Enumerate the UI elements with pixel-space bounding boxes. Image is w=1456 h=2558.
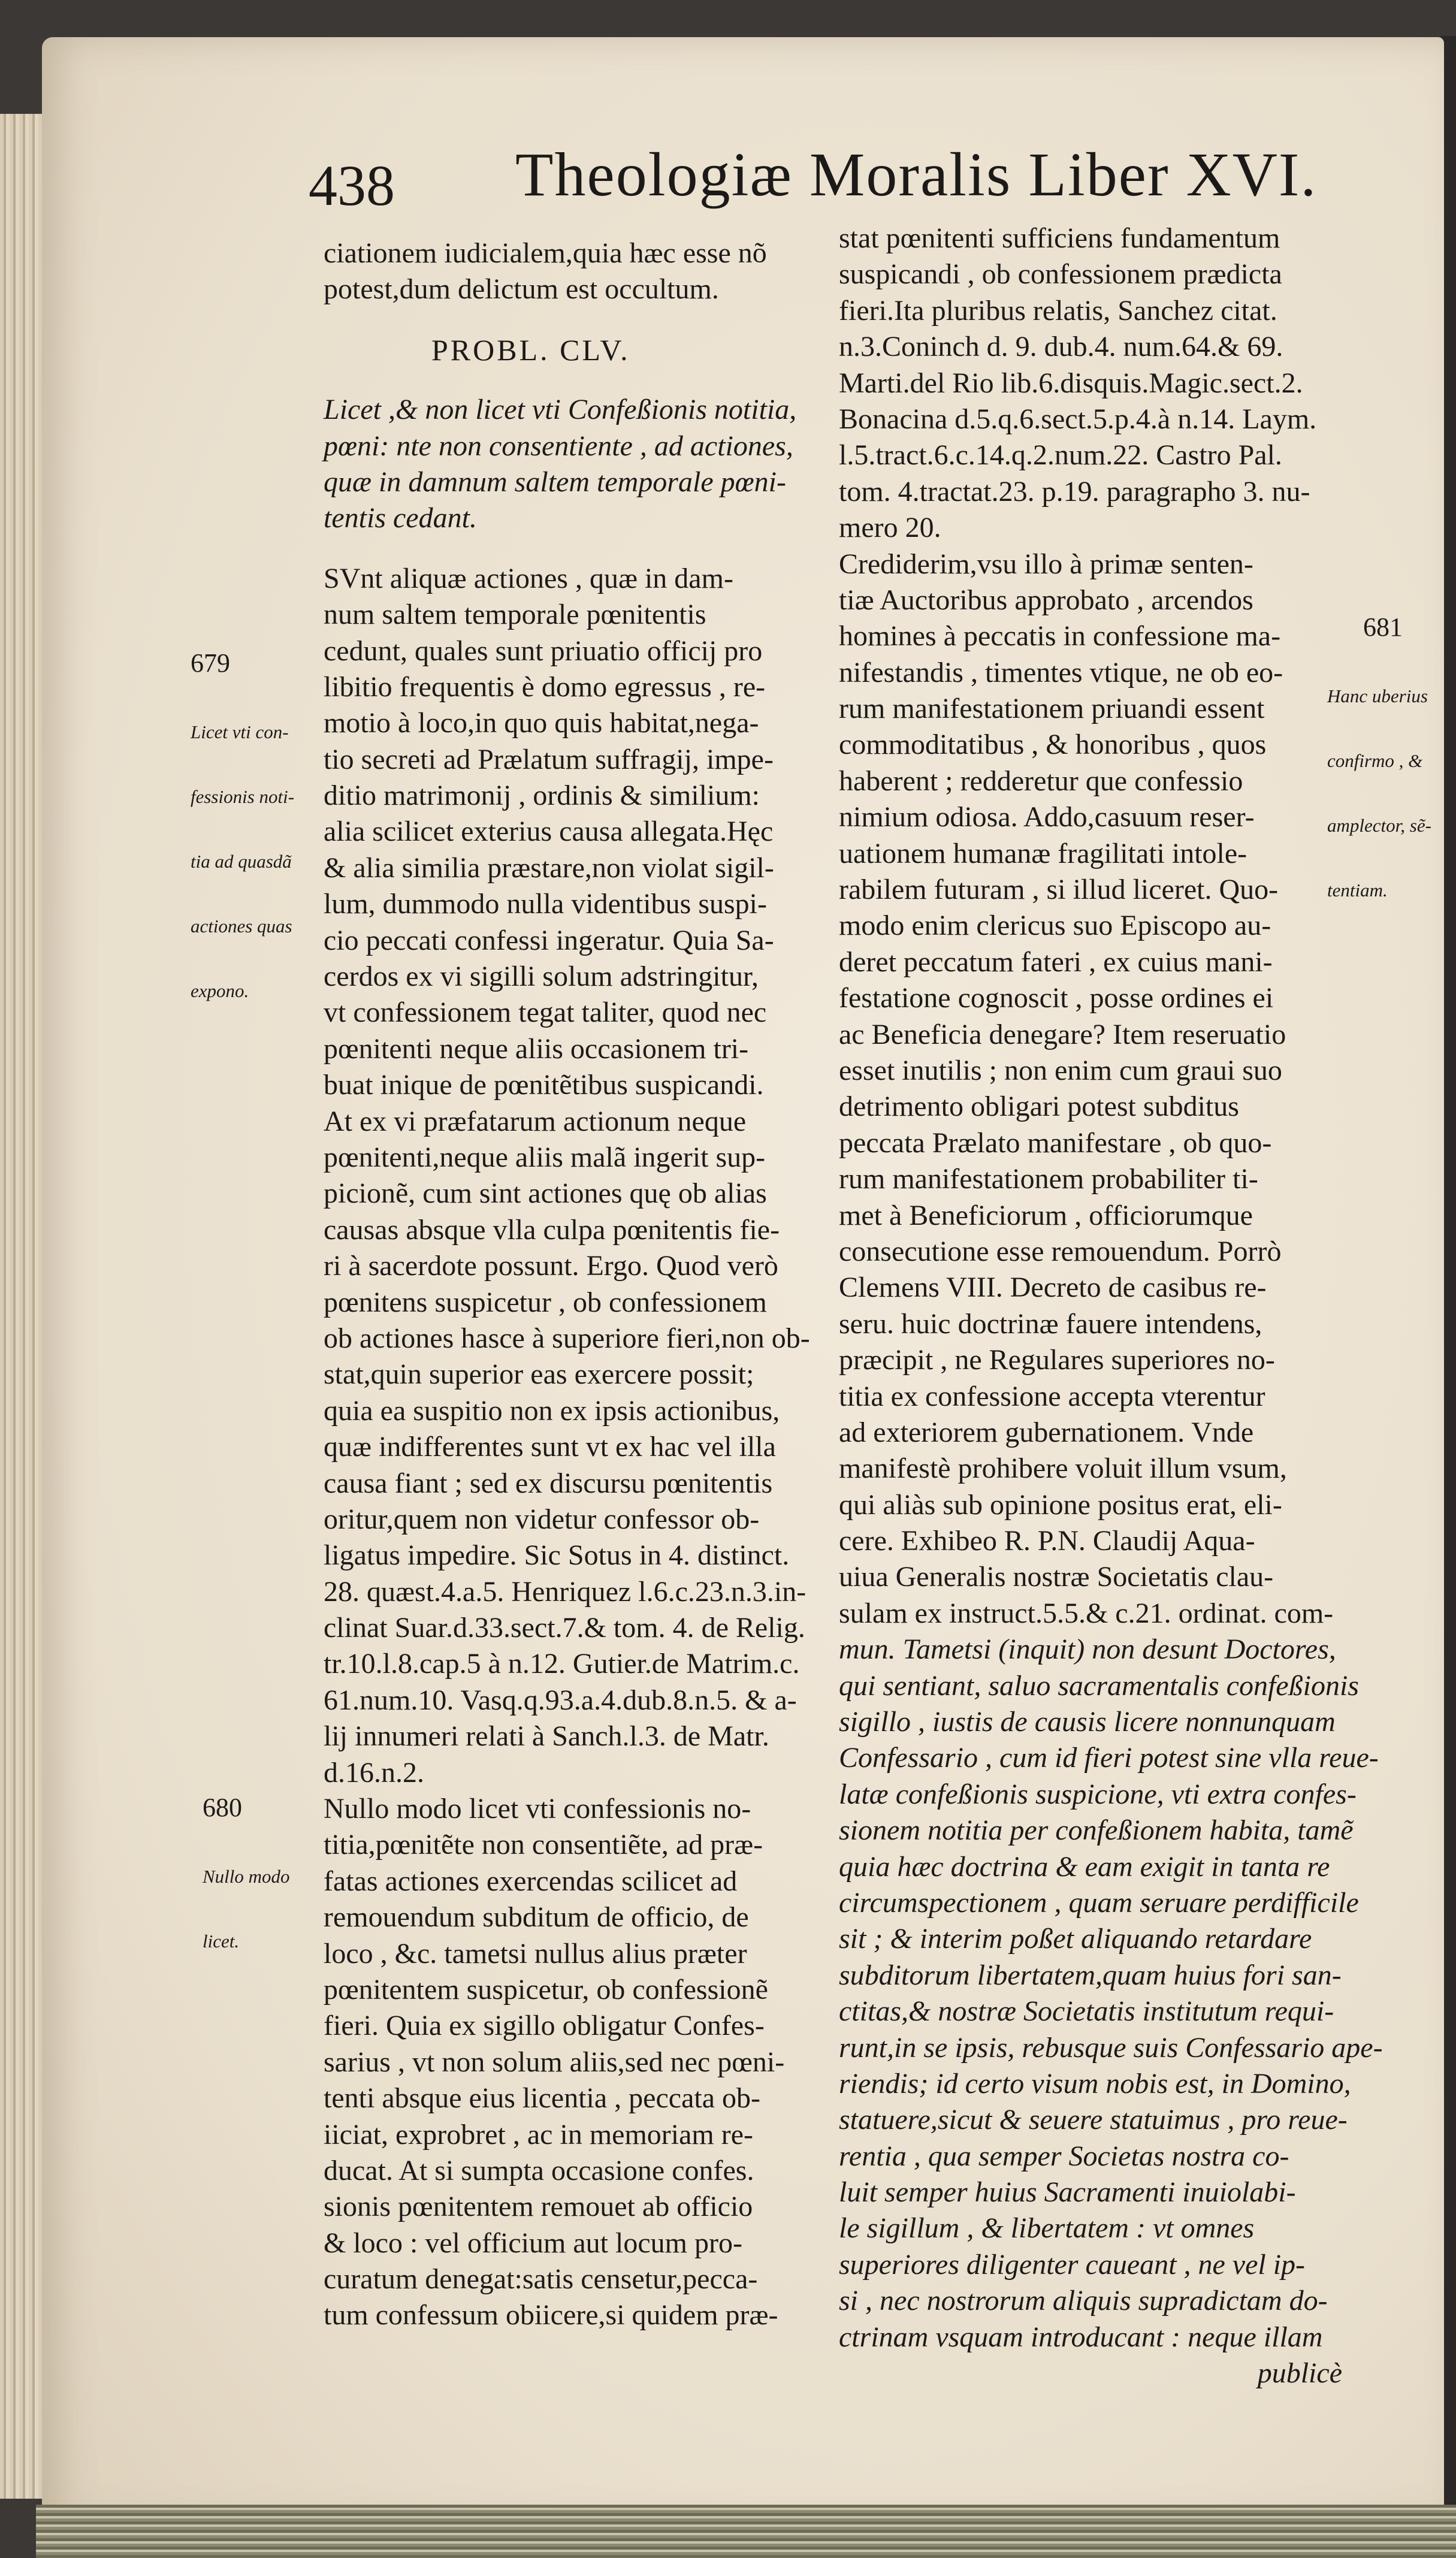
text-line: tio secreti ad Prælatum suffragij, impe-	[324, 743, 774, 775]
text-line: Bonacina d.5.q.6.sect.5.p.4.à n.14. Laym.	[839, 403, 1317, 435]
text-line: fatas actiones exercendas scilicet ad	[324, 1865, 738, 1897]
text-line: deret peccatum fateri , ex cuius mani-	[839, 946, 1273, 978]
text-line: picionẽ, cum sint actiones quę ob alias	[324, 1177, 767, 1210]
text-line: publicè	[1257, 2357, 1342, 2390]
text-line: uiua Generalis nostræ Societatis clau-	[839, 1561, 1274, 1593]
text-line: pœnitenti neque aliis occasionem tri-	[324, 1032, 749, 1065]
margin-note-text: actiones quas	[191, 916, 292, 937]
margin-note-number: 680	[203, 1793, 242, 1822]
text-line: num saltem temporale pœnitentis	[324, 599, 706, 631]
text-line: detrimento obligari potest subditus	[839, 1091, 1239, 1123]
text-line: tenti absque eius licentia , peccata ob-	[324, 2082, 761, 2115]
text-line: nifestandis , timentes vtique, ne ob eo-	[839, 656, 1283, 688]
text-line: l.5.tract.6.c.14.q.2.num.22. Castro Pal.	[839, 439, 1282, 472]
text-line: Confessario , cum id fieri potest sine vlla reue-	[839, 1742, 1379, 1774]
text-line: uationem humanæ fragilitati intole-	[839, 837, 1247, 869]
text-line: superiores diligenter caueant , ne vel ip-	[839, 2248, 1306, 2281]
text-line: modo enim clericus suo Episcopo au-	[839, 910, 1271, 942]
left-column	[324, 235, 815, 2334]
text-line: commoditatibus , & honoribus , quos	[839, 729, 1267, 761]
text-line: nimium odiosa. Addo,casuum reser-	[839, 801, 1255, 833]
text-line: cio peccati confessi ingeratur. Quia Sa-	[324, 924, 774, 956]
text-line: At ex vi præfatarum actionum neque	[324, 1105, 747, 1137]
text-line: ditio matrimonij , ordinis & similium:	[324, 780, 760, 812]
text-line: met à Beneficiorum , officiorumque	[839, 1199, 1253, 1231]
text-line: libitio frequentis è domo egressus , re-	[324, 671, 766, 703]
margin-note-text: licet.	[203, 1931, 240, 1952]
text-line: stat pœnitenti sufficiens fundamentum	[839, 222, 1280, 254]
text-line: remouendum subditum de officio, de	[324, 1901, 749, 1934]
text-line: Nullo modo licet vti confessionis no-	[324, 1793, 751, 1825]
margin-note-text: tentiam.	[1327, 880, 1388, 901]
text-line: ri à sacerdote possunt. Ergo. Quod verò	[324, 1250, 778, 1282]
problem-statement-line: quæ in damnum saltem temporale pœni-	[324, 466, 786, 498]
text-line: subditorum libertatem,quam huius fori san-	[839, 1959, 1342, 1991]
margin-note-text: Nullo modo	[203, 1866, 290, 1887]
text-line: le sigillum , & libertatem : vt omnes	[839, 2212, 1255, 2245]
margin-note-number: 681	[1363, 612, 1403, 642]
text-line: ctitas,& nostræ Societatis institutum requi-	[839, 1995, 1334, 2028]
text-line: sit ; & interim poßet aliquando retardare	[839, 1923, 1312, 1955]
text-line: pœnitens suspicetur , ob confessionem	[324, 1286, 767, 1318]
text-line: tum confessum obiicere,si quidem præ-	[324, 2299, 778, 2332]
text-line: rentia , qua semper Societas nostra co-	[839, 2140, 1289, 2172]
text-line: latæ confeßionis suspicione, vti extra confes-	[839, 1778, 1357, 1810]
text-line: Crediderim,vsu illo à primæ senten-	[839, 548, 1253, 580]
text-line: Marti.del Rio lib.6.disquis.Magic.sect.2.	[839, 367, 1303, 399]
text-line: haberent ; redderetur que confessio	[839, 765, 1243, 797]
text-line: lum, dummodo nulla videntibus suspi-	[324, 888, 767, 920]
text-line: potest,dum delictum est occultum.	[324, 273, 719, 306]
margin-note-679	[191, 605, 294, 1023]
text-line: buat inique de pœnitẽtibus suspicandi.	[324, 1069, 764, 1101]
text-line: curatum denegat:satis censetur,pecca-	[324, 2263, 758, 2296]
text-line: SVnt aliquæ actiones , quæ in dam-	[324, 562, 733, 594]
margin-note-number: 679	[191, 648, 230, 678]
margin-note-text: Licet vti con-	[191, 721, 289, 742]
text-line: tom. 4.tractat.23. p.19. paragrapho 3. nu-	[839, 475, 1310, 508]
text-line: stat,quin superior eas exercere possit;	[324, 1358, 754, 1391]
text-line: esset inutilis ; non enim cum graui suo	[839, 1054, 1282, 1086]
text-line: pœnitentem suspicetur, ob confessionẽ	[324, 1973, 768, 2006]
text-line: mun. Tametsi (inquit) non desunt Doctores,	[839, 1633, 1336, 1666]
text-line: manifestè prohibere voluit illum vsum,	[839, 1452, 1287, 1485]
problem-statement-line: Licet ,& non licet vti Confeßionis notitia,	[324, 394, 797, 426]
text-line: ob actiones hasce à superiore fieri,non ob-	[324, 1322, 810, 1354]
bottom-book-edge	[36, 2505, 1456, 2558]
text-line: homines à peccatis in confessione ma-	[839, 620, 1281, 653]
text-line: sionem notitia per confeßionem habita, tamẽ	[839, 1814, 1354, 1847]
text-line: iiciat, exprobret , ac in memoriam re-	[324, 2118, 754, 2151]
text-line: sarius , vt non solum aliis,sed nec pœni-	[324, 2046, 785, 2078]
margin-note-text: confirmo , &	[1327, 750, 1423, 771]
margin-note-681	[1327, 569, 1431, 923]
text-line: si , nec nostrorum aliquis supradictam do-	[839, 2285, 1328, 2317]
text-line: consecutione esse remouendum. Porrò	[839, 1235, 1282, 1267]
text-line: 61.num.10. Vasq.q.93.a.4.dub.8.n.5. & a-	[324, 1684, 797, 1716]
text-line: fieri. Quia ex sigillo obligatur Confes-	[324, 2010, 765, 2042]
text-line: cere. Exhibeo R. P.N. Claudij Aqua-	[839, 1525, 1255, 1557]
line-gap	[324, 537, 815, 561]
text-line: n.3.Coninch d. 9. dub.4. num.64.& 69.	[839, 331, 1283, 363]
text-line: riendis; id certo visum nobis est, in Domino,	[839, 2067, 1351, 2100]
text-line: ac Beneficia denegare? Item reseruatio	[839, 1018, 1286, 1050]
text-line: runt,in se ipsis, rebusque suis Confessario ape-	[839, 2031, 1383, 2064]
text-line: causas absque vlla culpa pœnitentis fie-	[324, 1213, 780, 1246]
problem-statement-line: pœni: nte non consentiente , ad actiones,	[324, 430, 793, 462]
text-line: peccata Prælato manifestare , ob quo-	[839, 1127, 1272, 1159]
margin-note-text: expono.	[191, 980, 249, 1001]
text-line: vt confessionem tegat taliter, quod nec	[324, 996, 767, 1029]
problem-statement-line: tentis cedant.	[324, 502, 477, 534]
page-number: 438	[309, 153, 395, 218]
text-line: quia hæc doctrina & eam exigit in tanta re	[839, 1850, 1330, 1883]
margin-note-680	[203, 1750, 290, 1974]
text-line: ligatus impedire. Sic Sotus in 4. distinct.	[324, 1539, 790, 1572]
text-line: & alia similia præstare,non violat sigil-	[324, 851, 774, 884]
text-line: quæ indifferentes sunt vt ex hac vel illa	[324, 1431, 776, 1463]
text-line: qui sentiant, saluo sacramentalis confeßionis	[839, 1669, 1359, 1702]
text-line: ctrinam vsquam introducant : neque illam	[839, 2321, 1323, 2353]
text-line: rabilem futuram , si illud liceret. Quo-	[839, 874, 1279, 906]
text-line: rum manifestationem priuandi essent	[839, 693, 1265, 725]
margin-note-text: Hanc uberius	[1327, 685, 1428, 706]
text-line: statuere,sicut & seuere statuimus , pro reue-	[839, 2104, 1348, 2136]
problem-heading: PROBL. CLV.	[431, 333, 630, 367]
text-line: rum manifestationem probabiliter ti-	[839, 1163, 1258, 1195]
text-line: ducat. At si sumpta occasione confes.	[324, 2154, 754, 2186]
margin-note-text: fessionis noti-	[191, 786, 295, 807]
text-line: oritur,quem non videtur confessor ob-	[324, 1503, 760, 1535]
text-line: loco , &c. tametsi nullus alius præter	[324, 1937, 747, 1970]
text-line: lij innumeri relati à Sanch.l.3. de Matr.	[324, 1720, 769, 1753]
text-line: fieri.Ita pluribus relatis, Sanchez citat.	[839, 294, 1277, 327]
text-line: præcipit , ne Regulares superiores no-	[839, 1344, 1275, 1376]
running-title: Theologiæ Moralis Liber XVI.	[515, 140, 1318, 209]
text-line: sionis pœnitentem remouet ab officio	[324, 2191, 753, 2223]
text-line: alia scilicet exterius causa allegata.Hęc	[324, 816, 774, 848]
text-line: cedunt, quales sunt priuatio officij pro	[324, 635, 763, 667]
line-gap	[324, 368, 815, 392]
text-line: ciationem iudicialem,quia hæc esse nõ	[324, 237, 767, 269]
text-line: clinat Suar.d.33.sect.7.& tom. 4. de Relig.	[324, 1612, 805, 1644]
text-line: suspicandi , ob confessionem prædicta	[839, 258, 1282, 291]
text-line: pœnitenti,neque aliis malã ingerit sup-	[324, 1141, 766, 1173]
text-line: ad exteriorem gubernationem. Vnde	[839, 1416, 1254, 1448]
text-line: d.16.n.2.	[324, 1756, 424, 1789]
text-line: sigillo , iustis de causis licere nonnunquam	[839, 1706, 1336, 1738]
text-line: qui aliàs sub opinione positus erat, eli-	[839, 1488, 1282, 1521]
text-line: motio à loco,in quo quis habitat,nega-	[324, 707, 759, 739]
margin-note-text: amplector, sẽ-	[1327, 815, 1431, 836]
text-line: tr.10.l.8.cap.5 à n.12. Gutier.de Matrim.c.	[324, 1648, 800, 1680]
text-line: titia ex confessione accepta vterentur	[839, 1380, 1265, 1412]
text-line: 28. quæst.4.a.5. Henriquez l.6.c.23.n.3.in-	[324, 1575, 806, 1608]
text-line: mero 20.	[839, 512, 941, 544]
text-line: titia,pœnitẽte non consentiẽte, ad præ-	[324, 1829, 763, 1861]
text-line: & loco : vel officium aut locum pro-	[324, 2227, 742, 2259]
text-line: circumspectionem , quam seruare perdifficile	[839, 1886, 1359, 1919]
text-line: festatione cognoscit , posse ordines ei	[839, 982, 1274, 1014]
text-line: tiæ Auctoribus approbato , arcendos	[839, 584, 1253, 616]
text-line: causa fiant ; sed ex discursu pœnitentis	[324, 1467, 773, 1499]
text-line: Clemens VIII. Decreto de casibus re-	[839, 1272, 1267, 1304]
margin-note-text: tia ad quasdã	[191, 851, 292, 872]
text-line: cerdos ex vi sigilli solum adstringitur,	[324, 961, 759, 993]
line-gap	[324, 308, 815, 332]
text-line: seru. huic doctrinæ fauere intendens,	[839, 1307, 1262, 1340]
text-line: sulam ex instruct.5.5.& c.21. ordinat. com-	[839, 1597, 1334, 1629]
text-line: quia ea suspitio non ex ipsis actionibus,	[324, 1394, 780, 1427]
text-line: luit semper huius Sacramenti inuiolabi-	[839, 2176, 1296, 2209]
